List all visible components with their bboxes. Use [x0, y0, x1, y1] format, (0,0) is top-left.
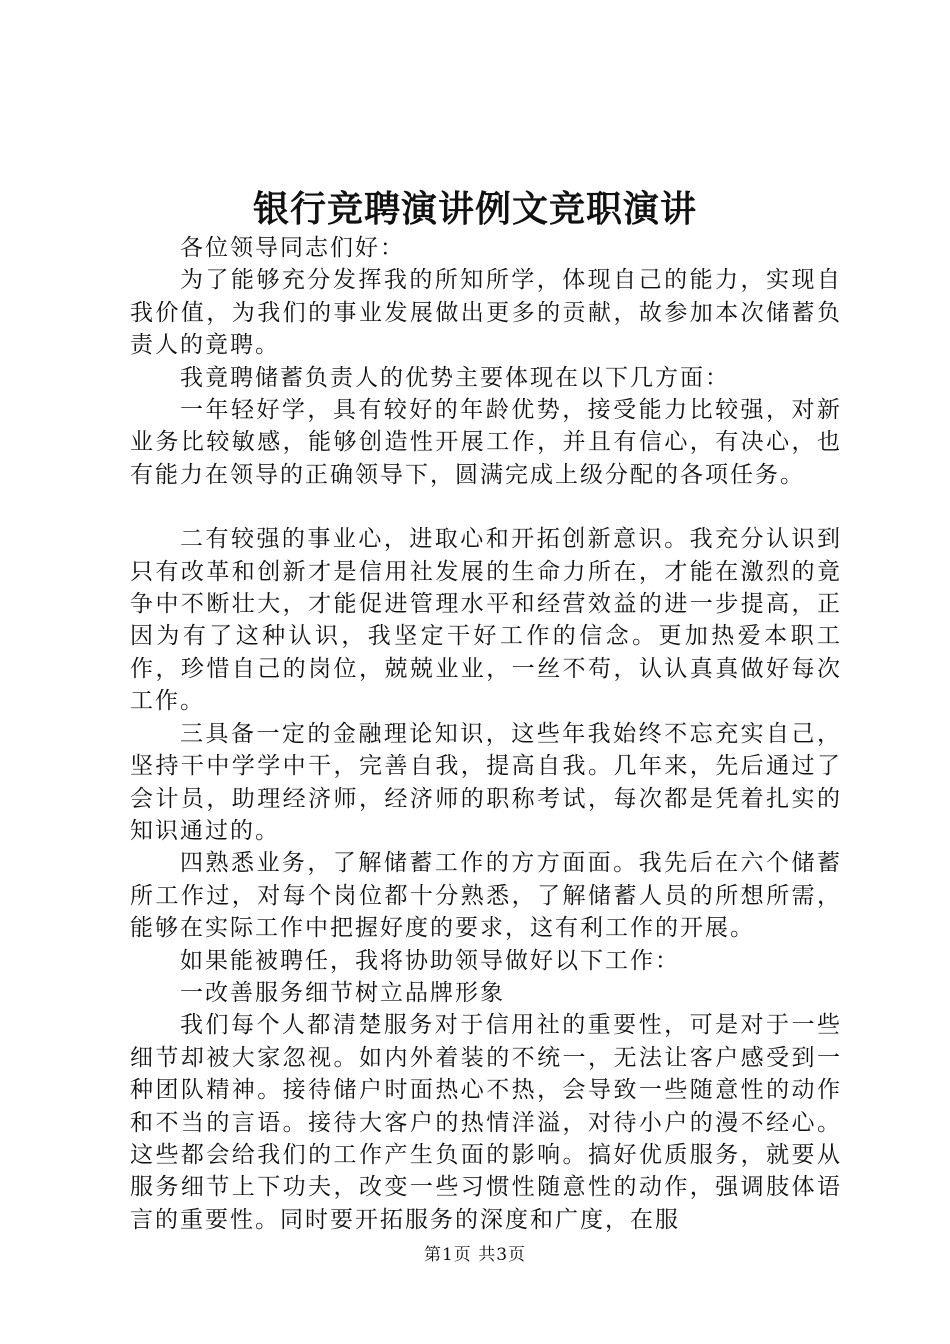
advantage-paragraph-4: 四熟悉业务，了解储蓄工作的方方面面。我先后在六个储蓄所工作过，对每个岗位都十分熟悉，了解储蓄人员的所想所需，能够在实际工作中把握好度的要求，这有利工作的开展。	[130, 850, 842, 942]
document-title: 银行竞聘演讲例文竞职演讲	[252, 188, 697, 230]
advantages-heading: 我竟聘储蓄负责人的优势主要体现在以下几方面：	[180, 364, 730, 391]
service-paragraph: 我们每个人都清楚服务对于信用社的重要性，可是对于一些细节却被大家忽视。如内外着装的不统一，无法让客户感受到一种团队精神。接待储户时面热心不热，会导致一些随意性的动作和不当的言语。接待大客户的热情洋溢，对待小户的漫不经心。这些都会给我们的工作产生负面的影响。搞好优质服务，就要从服务细节上下功夫，改变一些习惯性随意性的动作，强调肢体语言的重要性。同时要开拓服务的深度和广度，在服	[130, 1012, 842, 1233]
advantage-paragraph-1: 一年轻好学，具有较好的年龄优势，接受能力比较强，对新业务比较敏感，能够创造性开展工作，并且有信心，有决心，也有能力在领导的正确领导下，圆满完成上级分配的各项任务。	[130, 397, 842, 488]
plan-subheading: 一改善服务细节树立品牌形象	[180, 979, 505, 1006]
advantage-paragraph-2: 二有较强的事业心，进取心和开拓创新意识。我充分认识到只有改革和创新才是信用社发展的生命力所在，才能在激烈的竟争中不断壮大，才能促进管理水平和经营效益的进一步提高，正因为有了这种认识，我坚定干好工作的信念。更加热爱本职工作，珍惜自己的岗位，兢兢业业，一丝不苟，认认真真做好每次工作。	[130, 526, 842, 715]
document-body	[130, 232, 842, 1236]
advantage-paragraph-3: 三具备一定的金融理论知识，这些年我始终不忘充实自己，坚持干中学学中干，完善自我，提高自我。几年来，先后通过了会计员，助理经济师，经济师的职称考试，每次都是凭着扎实的知识通过的。	[130, 720, 842, 844]
intro-paragraph: 为了能够充分发挥我的所知所学，体现自己的能力，实现自我价值，为我们的事业发展做出更多的贡献，故参加本次储蓄负责人的竟聘。	[130, 267, 842, 359]
greeting-paragraph: 各位领导同志们好：	[180, 235, 405, 261]
plan-heading: 如果能被聘任，我将协助领导做好以下工作：	[180, 947, 680, 974]
page-number: 第1页 共3页	[423, 1245, 527, 1265]
